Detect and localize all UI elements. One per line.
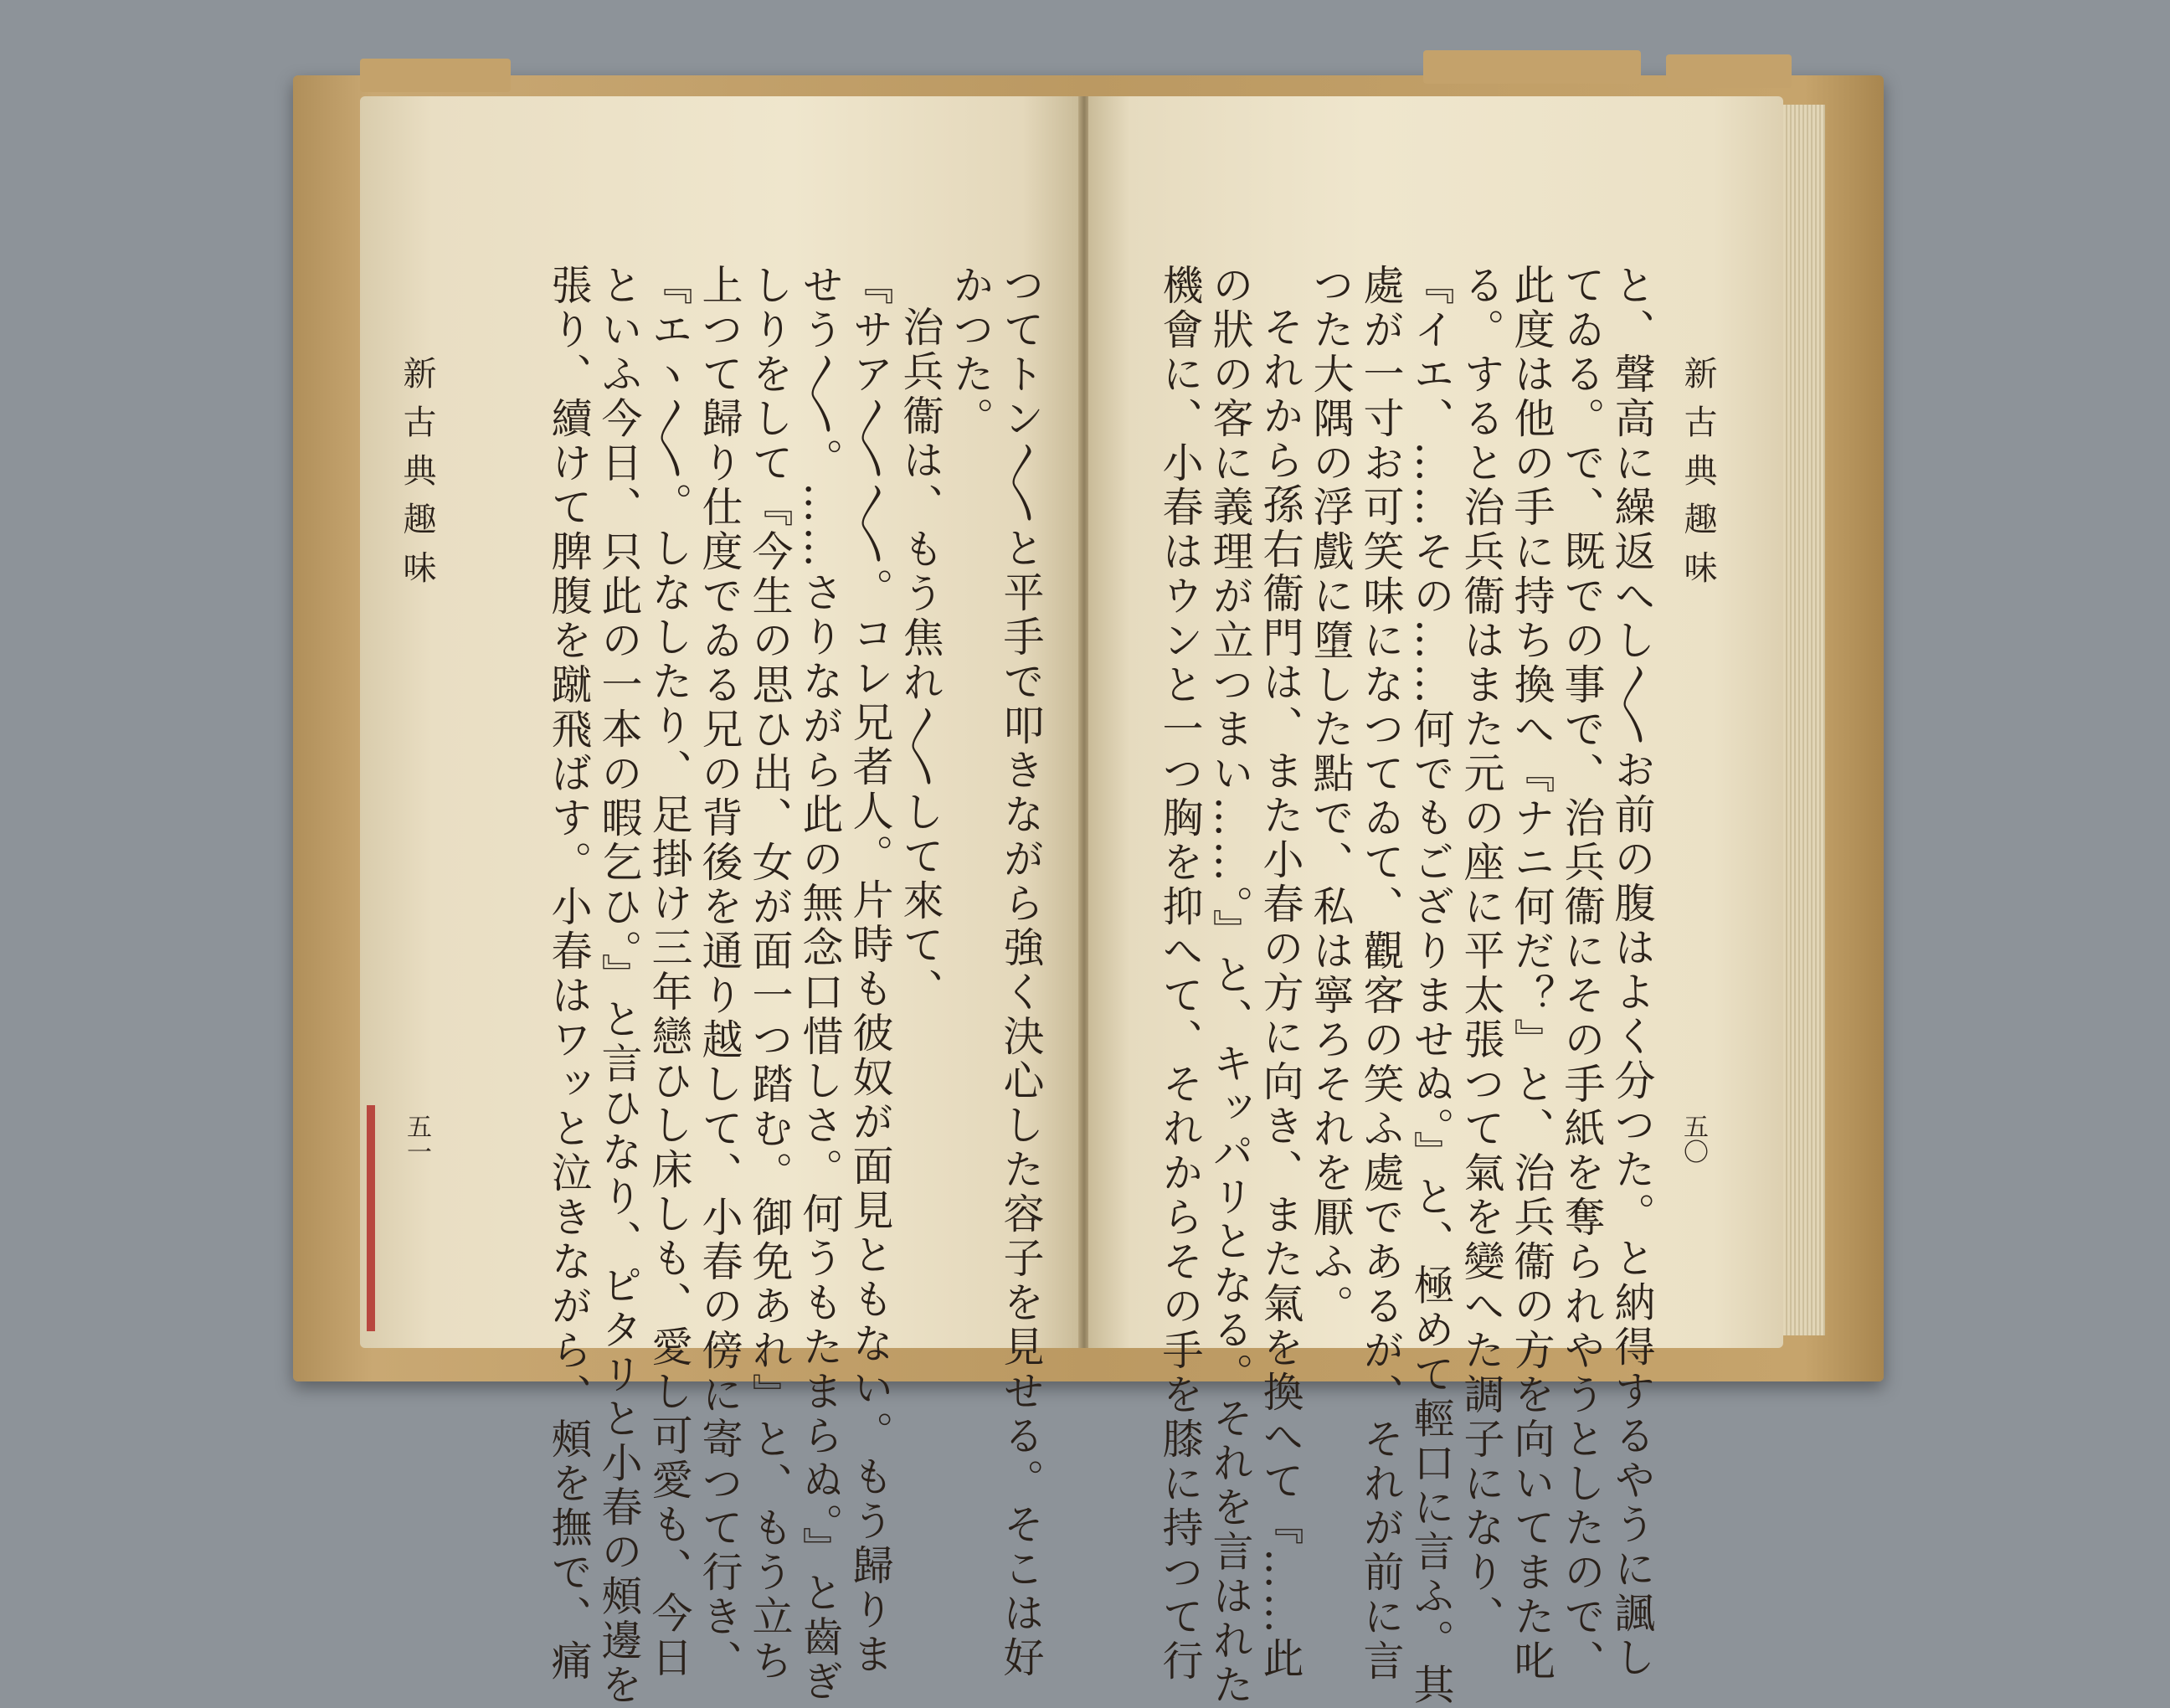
text-line: 『エヽ〳〵。しなしたり、足掛け三年戀ひし床しも、愛し可愛も、今日: [645, 264, 693, 1680]
text-line: それから孫右衞門は、また小春の方に向き、また氣を換へて『……此: [1257, 306, 1304, 1681]
page-number: 五一: [402, 1114, 431, 1164]
text-line: 此度は他の手に持ち換へ『ナニ何だ？』と、治兵衞の方を向いてまた叱: [1508, 264, 1556, 1684]
cover-tear: [360, 59, 511, 92]
text-line: つた大隅の浮戲に墮した點で、私は寧ろそれを厭ふ。: [1307, 264, 1355, 1329]
text-line: 上つて歸り仕度でゐる兄の背後を通り越して、小春の傍に寄つて行き、: [696, 264, 743, 1684]
text-line: 治兵衞は、もう焦れ〳〵して來て、: [897, 306, 944, 1012]
page-edges: [1783, 105, 1825, 1335]
text-line: 『サア〳〵〳〵。コレ兄者人。片時も彼奴が面見ともない。もう歸りま: [846, 264, 894, 1677]
text-line: かつた。: [947, 264, 995, 441]
text-line: る。すると治兵衞はまた元の座に平太張つて氣を變へた調子になり、: [1458, 264, 1505, 1639]
text-line: せう〳〵。……さりながら此の無念口惜しさ。何うもたまらぬ。』と齒ぎ: [796, 264, 844, 1705]
text-line: 張り、續けて脾腹を蹴飛ばす。小春はワッと泣きながら、頰を撫で、痛: [545, 264, 593, 1684]
running-head: 新古典趣味: [398, 356, 436, 599]
open-book: [293, 59, 1884, 1708]
running-head: 新古典趣味: [1679, 356, 1717, 599]
text-line: といふ今日、只此の一本の暇乞ひ。』と言ひなり、ピタリと小春の頰邊を: [595, 264, 643, 1708]
right-page: [1088, 96, 1783, 1708]
text-line: しりをして『今生の思ひ出、女が面一つ踏む。御免あれ』と、もう立ち: [746, 264, 794, 1684]
text-line: つてトン〳〵と平手で叩きながら強く決心した容子を見せる。そこは好: [997, 264, 1045, 1680]
text-line: 處が一寸お可笑味になつてゐて、觀客の笑ふ處であるが、それが前に言: [1357, 264, 1405, 1684]
text-line: てゐる。で、既での事で、治兵衞にその手紙を奪られやうとしたので、: [1558, 264, 1606, 1684]
text-line: と、聲高に繰返へし〳〵お前の腹はよく分つた。と納得するやうに諷し: [1608, 264, 1656, 1680]
text-line: 機會に、小春はウンと一つ胸を抑へて、それからその手を膝に持つて行: [1156, 264, 1204, 1684]
cover-tear: [1423, 50, 1641, 84]
left-page: [360, 96, 1080, 1708]
cover-tear: [1666, 54, 1792, 88]
text-line: の狀の客に義理が立つまい……。』と、キッパリとなる。それを言はれた: [1206, 264, 1254, 1708]
text-line: 『イエ、……その……何でもござりませぬ。』と、極めて輕口に言ふ。其: [1407, 264, 1455, 1708]
spine-binding: [367, 1105, 375, 1331]
page-number: 五〇: [1679, 1114, 1708, 1164]
